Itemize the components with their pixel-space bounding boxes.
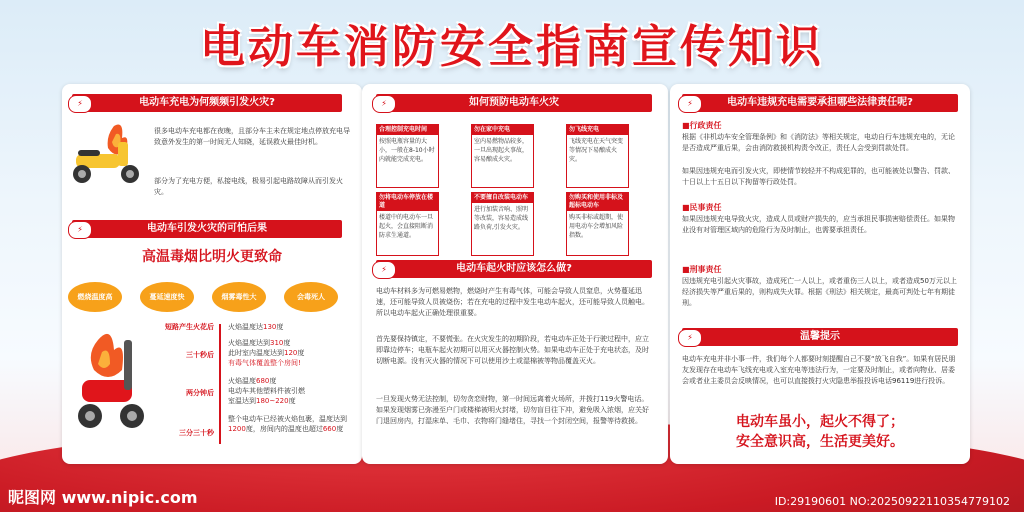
section-header-label: 电动车引发火灾的可怕后果 [147, 223, 267, 234]
paragraph: 一旦发现火势无法控制，切勿贪恋财物，第一时间远离着火场所，并拨打119火警电话。如果发现烟雾已弥漫至户门或楼梯被明火封堵，切勿盲目往下冲，避免吸入浓烟，应关好门退回房内，打湿床单、毛巾、衣物将门缝堵住，寻找一个封闭空间，报警等待救援。 [376, 395, 649, 425]
timeline-text: 火焰温度达130度 [228, 323, 284, 331]
battery-icon: ⚡ [68, 221, 92, 239]
prevention-card: 勿飞线充电 飞线充电在天气突变等情况下易酿成火灾。 [566, 124, 629, 188]
scooter-fire-illustration [68, 120, 152, 190]
paragraph: 首先要保持镇定，不要慌张。在火灾发生的初期阶段，若电动车正处于行驶过程中，应立即靠边停车；电瓶车起火初期可以用灭火器控制火势。如果电动车正处于充电状态，及时切断电源。没有灭火器的情况下可以使用沙土或湿棉被等物品覆盖灭火。 [376, 335, 649, 365]
prevention-card: 勿在家中充电 室内易燃物品较多，一旦出现起火事故，容易酿成火灾。 [471, 124, 534, 188]
bullet-title: ■行政责任 [682, 121, 722, 130]
battery-icon: ⚡ [68, 95, 92, 113]
section-header-label: 温馨提示 [800, 331, 840, 342]
timeline-label: 两分钟后 [186, 389, 214, 397]
bullet-title: ■刑事责任 [682, 265, 722, 274]
prevention-card: 勿购买和使用非标及超标电动车 购买非标或超期，使用电动车会增加风险指数。 [566, 192, 629, 256]
bullet-title: ■民事责任 [682, 203, 722, 212]
hazard-oval: 燃烧温度高 [68, 282, 122, 312]
section-header [376, 94, 652, 112]
subtitle: 高温毒烟比明火更致命 [142, 249, 282, 265]
section-header [72, 220, 342, 238]
watermark-left: 昵图网 www.nipic.com [8, 488, 198, 507]
paragraph: 因违规充电引起火灾事故，造成死亡一人以上，或者重伤三人以上，或者造成50万元以上经济损失等严重后果的，则构成失火罪。根据《刑法》相关规定，最高可判处七年有期徒刑。 [682, 277, 957, 307]
timeline-label: 三分三十秒 [179, 429, 214, 437]
paragraph: 根据《非机动车安全管理条例》和《消防法》等相关规定，电动自行车违规充电的，无论是否造成严重后果，会由消防救援机构责令改正，责任人会受到罚款处罚。 [682, 133, 955, 152]
section-header-label: 电动车充电为何频频引发火灾? [139, 97, 275, 108]
slogan: 电动车虽小，起火不得了； 安全意识高，生活更美好。 [736, 414, 904, 450]
panel-charging-causes [62, 84, 362, 464]
panel-legal [670, 84, 970, 464]
timeline-text: 火焰温度680度 电动车其他塑料件被引燃 室温达到180~220度 [228, 377, 305, 405]
battery-icon: ⚡ [678, 329, 702, 347]
prevention-card: 合理控制充电时间 按照电瓶容量的大小，一般在8-10小时内就能完成充电。 [376, 124, 439, 188]
timeline-text: 火焰温度达到310度 此时室内温度达到120度 有毒气体覆盖整个房间! [228, 339, 305, 367]
paragraph: 如果因违规充电导致火灾，造成人员或财产损失的，应当承担民事损害赔偿责任。如果物业没有对管理区域内的危险行为及时制止，也需要承担责任。 [682, 215, 955, 234]
battery-icon: ⚡ [372, 261, 396, 279]
section-header [72, 94, 342, 112]
section-header-label: 电动车起火时应该怎么做? [456, 263, 572, 274]
paragraph: 很多电动车充电都在夜晚，且部分车主未在规定地点停放充电导致意外发生的第一时间无人知晓，延误救火最佳时机。 [154, 127, 350, 146]
page-title: 电动车消防安全指南宣传知识 [199, 20, 824, 73]
hazard-oval: 会毒死人 [284, 282, 338, 312]
section-header [682, 94, 958, 112]
hazard-oval: 烟雾毒性大 [212, 282, 266, 312]
watermark-right: ID:29190601 NO:20250922110354779102 [774, 495, 1010, 508]
battery-icon: ⚡ [372, 95, 396, 113]
timeline-label: 短路产生火花后 [165, 323, 214, 331]
paragraph: 电动车充电并非小事一件，我们每个人都要时刻提醒自己不要“放飞自我”。如果有居民朋友发现存在电动车飞线充电或入室充电等违法行为，一定要及时制止，或者向物业、居委会或者业主委员会反映情况，也可以直接拨打火灾隐患举报投诉电话96119进行投诉。 [682, 355, 956, 385]
timeline-text: 整个电动车已经被火焰包裹，温度达到1200度，房间内的温度也超过660度 [228, 415, 347, 433]
section-header-label: 如何预防电动车火灾 [469, 97, 559, 108]
paragraph: 如果因违规充电而引发火灾，即使情节较轻并不构成犯罪的，也可能被处以警告、罚款、十日以上十五日以下拘留等行政处罚。 [682, 167, 955, 186]
section-header [682, 328, 958, 346]
prevention-card: 勿将电动车停放在楼道 楼道中的电动车一旦起火，会直接阻断消防求生通道。 [376, 192, 439, 256]
paragraph: 电动车材料多为可燃易燃物，燃烧时产生有毒气体，可能会导致人员窒息，火势蔓延迅速，还可能导致人员被烧伤；若在充电的过程中发生电动车起火，还可能导致人员触电。所以电动车起火正确处理很重要。 [376, 287, 649, 317]
burning-scooter-illustration [68, 320, 158, 440]
section-header-label: 电动车违规充电需要承担哪些法律责任呢? [727, 97, 913, 108]
prevention-card: 不要擅自改装电动车 进行加装音响、照明等改装，容易造成线路负荷,引发火灾。 [471, 192, 534, 256]
panel-prevention [362, 84, 668, 464]
hazard-oval: 蔓延速度快 [140, 282, 194, 312]
timeline-label: 三十秒后 [186, 351, 214, 359]
paragraph: 部分为了充电方便，私接电线，极易引起电路故障从而引发火灾。 [154, 177, 343, 196]
timeline-line [219, 324, 221, 444]
section-header [376, 260, 652, 278]
battery-icon: ⚡ [678, 95, 702, 113]
